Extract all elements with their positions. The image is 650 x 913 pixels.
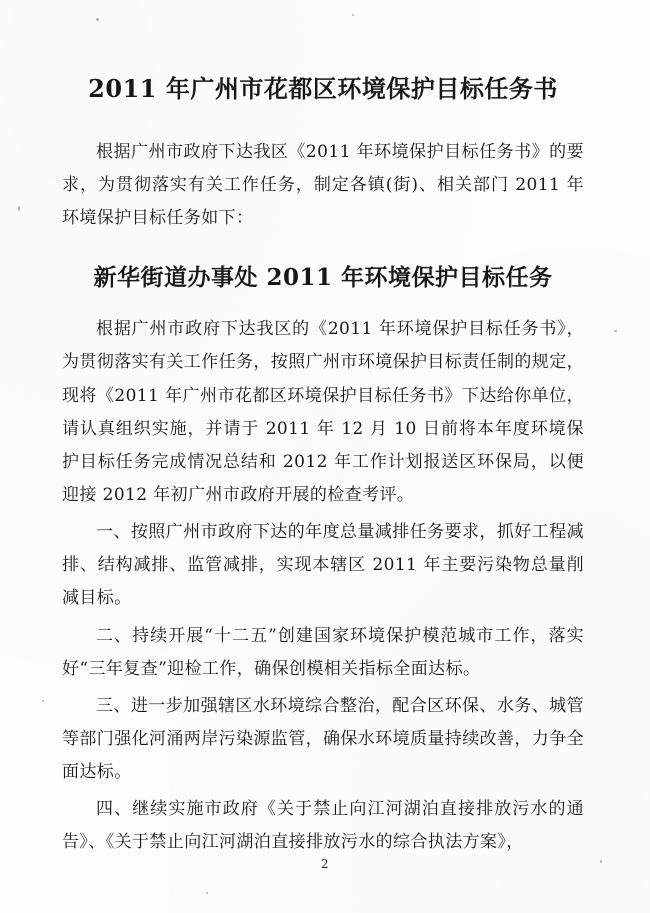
scan-speck — [614, 330, 617, 332]
page-number: 2 — [320, 857, 330, 871]
body-paragraph-1: 根据广州市政府下达我区的《2011 年环境保护目标任务书》，为贯彻落实有关工作任务，按照广州市环境保护目标责任制的规定，现将《2011 年广州市花都区环境保护目标任务书》下达给你单位，请认真组织实施，并请于 2011 年 12 月 10 日前将本年度环境保护目标任务完成情况总结和 2012 年工作计划报送区环保局，以便迎接 2012 年初广州市政府开展的检查考评。 — [62, 319, 584, 506]
body-paragraph-4: 三、进一步加强辖区水环境综合整治，配合区环保、水务、城管等部门强化河涌两岸污染源监管，确保水环境质量持续改善，力争全面达标。 — [62, 695, 584, 783]
scan-speck — [42, 700, 44, 702]
intro-paragraph: 根据广州市政府下达我区《2011 年环境保护目标任务书》的要求，为贯彻落实有关工作任务，制定各镇(街)、相关部门 2011 年环境保护目标任务如下： — [62, 142, 584, 229]
scan-speck — [18, 206, 20, 211]
body-paragraph-5: 四、继续实施市政府《关于禁止向江河湖泊直接排放污水的通告》、《关于禁止向江河湖泊直接排放污水的综合执法方案》， — [62, 799, 584, 853]
document-content — [62, 0, 584, 913]
body-paragraph-2: 一、按照广州市政府下达的年度总量减排任务要求，抓好工程减排、结构减排、监管减排，实现本辖区 2011 年主要污染物总量削减目标。 — [62, 522, 584, 609]
document-title: 2011 年广州市花都区环境保护目标任务书 — [88, 74, 558, 103]
body-paragraph-3: 二、持续开展“十二五”创建国家环境保护模范城市工作，落实好“三年复查”迎检工作，确保创模相关指标全面达标。 — [62, 625, 584, 679]
section-title: 新华街道办事处 2011 年环境保护目标任务 — [93, 264, 553, 292]
